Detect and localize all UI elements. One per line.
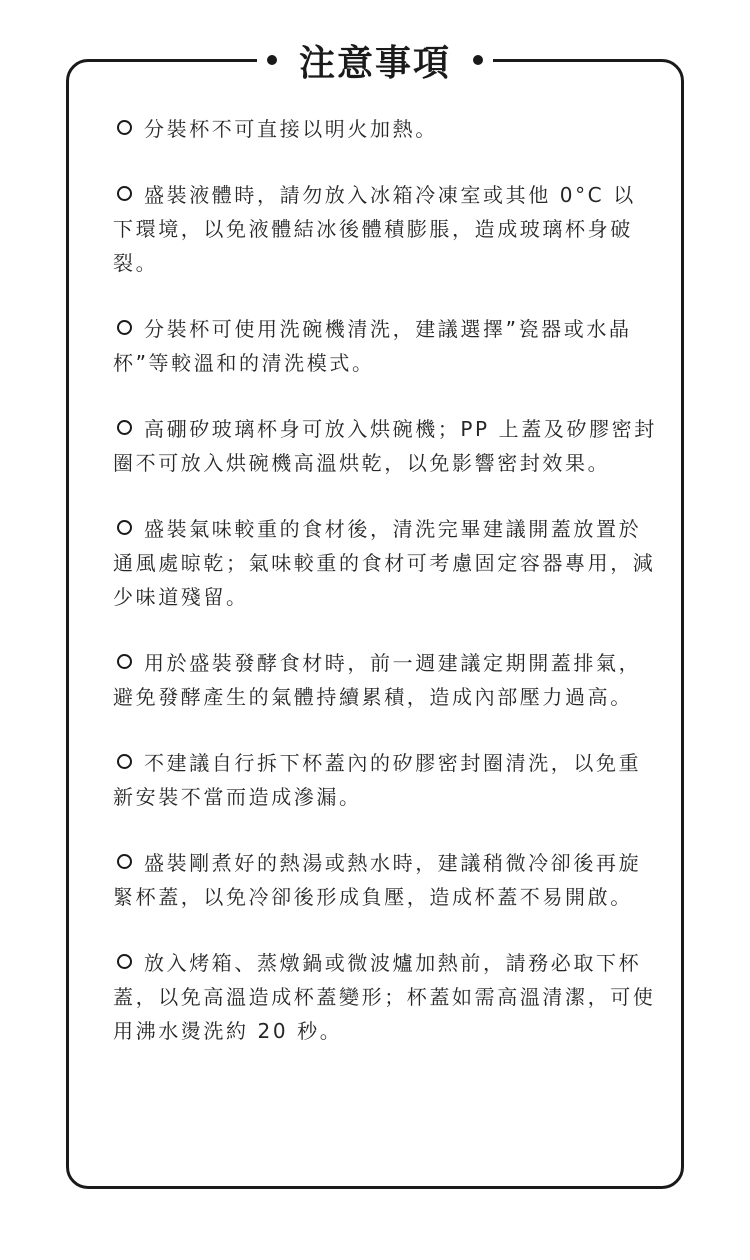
- circle-bullet-icon: [117, 320, 132, 335]
- notice-item: [113, 746, 658, 814]
- title-dot-left: [267, 55, 277, 65]
- title-bar: [0, 30, 750, 90]
- notice-text: 分裝杯可使用洗碗機清洗，建議選擇”瓷器或水晶杯”等較溫和的清洗模式。: [113, 317, 632, 375]
- notice-item: [113, 646, 658, 714]
- circle-bullet-icon: [117, 120, 132, 135]
- circle-bullet-icon: [117, 520, 132, 535]
- notice-item: [113, 178, 658, 280]
- notice-list: [113, 112, 658, 1080]
- title-group: [257, 35, 493, 86]
- title-dot-right: [473, 55, 483, 65]
- notice-text: 高硼矽玻璃杯身可放入烘碗機；PP 上蓋及矽膠密封圈不可放入烘碗機高溫烘乾，以免影響密封效果。: [113, 417, 657, 475]
- notice-text: 盛裝氣味較重的食材後，清洗完畢建議開蓋放置於通風處晾乾；氣味較重的食材可考慮固定容器專用，減少味道殘留。: [113, 517, 656, 609]
- circle-bullet-icon: [117, 854, 132, 869]
- notice-text: 盛裝剛煮好的熱湯或熱水時，建議稍微冷卻後再旋緊杯蓋，以免冷卻後形成負壓，造成杯蓋不易開啟。: [113, 851, 642, 909]
- notice-item: [113, 412, 658, 480]
- notice-item: [113, 946, 658, 1048]
- page-title: 注意事項: [298, 42, 451, 84]
- circle-bullet-icon: [117, 186, 132, 201]
- notice-text: 放入烤箱、蒸燉鍋或微波爐加熱前，請務必取下杯蓋，以免高溫造成杯蓋變形；杯蓋如需高溫清潔，可使用沸水燙洗約 20 秒。: [113, 951, 656, 1043]
- notice-text: 分裝杯不可直接以明火加熱。: [144, 117, 438, 141]
- circle-bullet-icon: [117, 754, 132, 769]
- notice-item: [113, 312, 658, 380]
- notice-item: [113, 112, 658, 146]
- notice-item: [113, 512, 658, 614]
- circle-bullet-icon: [117, 954, 132, 969]
- notice-text: 用於盛裝發酵食材時，前一週建議定期開蓋排氣，避免發酵產生的氣體持續累積，造成內部壓力過高。: [113, 651, 642, 709]
- circle-bullet-icon: [117, 654, 132, 669]
- notice-text: 盛裝液體時，請勿放入冰箱冷凍室或其他 0°C 以下環境，以免液體結冰後體積膨脹，造成玻璃杯身破裂。: [113, 183, 636, 275]
- circle-bullet-icon: [117, 420, 132, 435]
- notice-item: [113, 846, 658, 914]
- notice-text: 不建議自行拆下杯蓋內的矽膠密封圈清洗，以免重新安裝不當而造成滲漏。: [113, 751, 642, 809]
